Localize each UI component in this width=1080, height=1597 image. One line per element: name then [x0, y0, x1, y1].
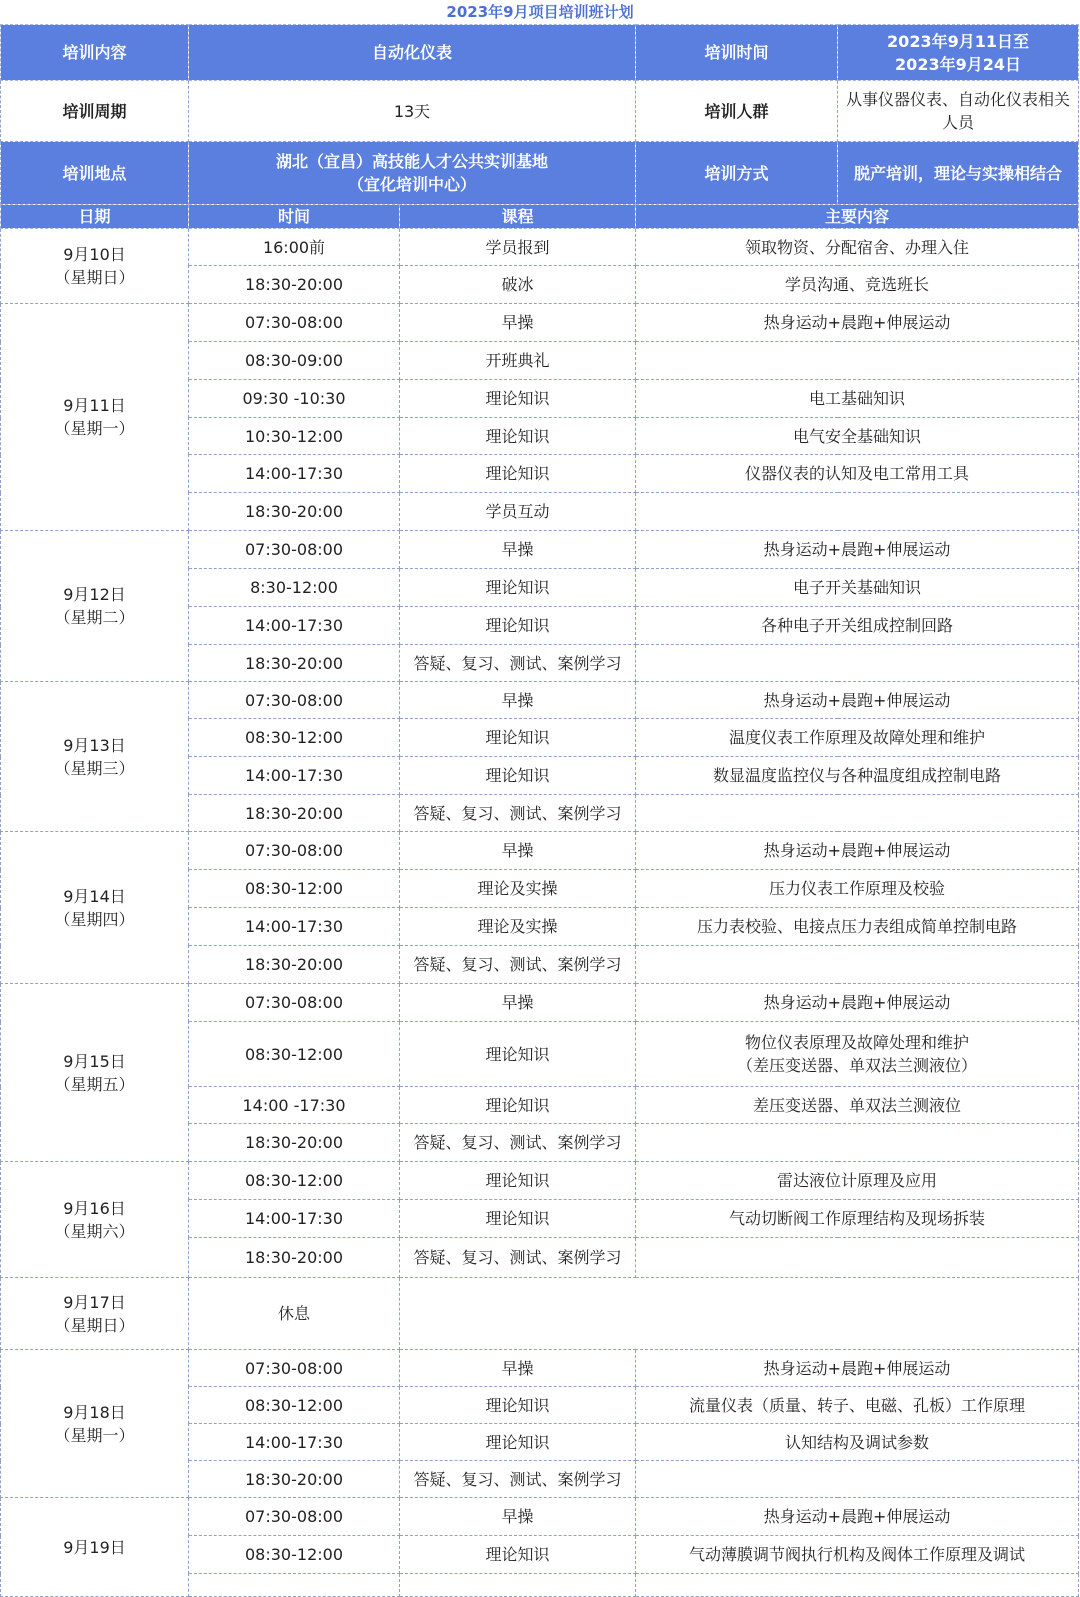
content-cell: 气动薄膜调节阀执行机构及阀体工作原理及调试: [636, 1536, 1079, 1574]
col-course-header: 课程: [400, 205, 636, 229]
course-cell: 答疑、复习、测试、案例学习: [400, 1461, 636, 1498]
col-content-header: 主要内容: [636, 205, 1079, 229]
course-cell: 理论知识: [400, 1087, 636, 1124]
date-cell: 9月11日 （星期一）: [1, 304, 189, 531]
table-row: [1, 1350, 1079, 1387]
time-cell: 18:30-20:00: [189, 946, 400, 984]
course-cell: 学员报到: [400, 229, 636, 266]
period-value: 13天: [189, 81, 636, 142]
time-cell: 07:30-08:00: [189, 1498, 400, 1536]
course-cell: 学员互动: [400, 493, 636, 531]
content-cell: 热身运动+晨跑+伸展运动: [636, 531, 1079, 569]
course-cell: 理论知识: [400, 455, 636, 493]
time-cell: 10:30-12:00: [189, 418, 400, 455]
time-cell: 14:00-17:30: [189, 1424, 400, 1461]
content-cell: 电工基础知识: [636, 380, 1079, 418]
method-value: 脱产培训，理论与实操相结合: [838, 142, 1079, 205]
time-cell: 18:30-20:00: [189, 645, 400, 682]
time-cell: 14:00-17:30: [189, 455, 400, 493]
course-cell: 答疑、复习、测试、案例学习: [400, 946, 636, 984]
date-cell: 9月19日: [1, 1498, 189, 1597]
time-cell: 07:30-08:00: [189, 682, 400, 719]
content-cell: 流量仪表（质量、转子、电磁、孔板）工作原理: [636, 1387, 1079, 1424]
course-cell: 理论及实操: [400, 870, 636, 908]
table-row: [1, 682, 1079, 719]
time-cell: 18:30-20:00: [189, 1461, 400, 1498]
content-cell: 热身运动+晨跑+伸展运动: [636, 682, 1079, 719]
time-cell-tail: [189, 1574, 400, 1597]
time-cell: 休息: [189, 1278, 400, 1350]
content-cell: 温度仪表工作原理及故障处理和维护: [636, 719, 1079, 757]
rest-cell: [400, 1278, 1079, 1350]
course-cell: 理论及实操: [400, 908, 636, 946]
date-cell: 9月12日 （星期二）: [1, 531, 189, 682]
content-cell: [636, 1461, 1079, 1498]
content-cell: 物位仪表原理及故障处理和维护 （差压变送器、单双法兰测液位）: [636, 1022, 1079, 1087]
content-cell: 电气安全基础知识: [636, 418, 1079, 455]
content-cell: 气动切断阀工作原理结构及现场拆装: [636, 1200, 1079, 1238]
time-cell: 14:00-17:30: [189, 757, 400, 795]
content-cell: 雷达液位计原理及应用: [636, 1162, 1079, 1200]
course-cell: 理论知识: [400, 1536, 636, 1574]
time-cell: 08:30-12:00: [189, 1162, 400, 1200]
col-date-header: 日期: [1, 205, 189, 229]
time-cell: 08:30-12:00: [189, 870, 400, 908]
content-cell: 压力表校验、电接点压力表组成简单控制电路: [636, 908, 1079, 946]
time-cell: 07:30-08:00: [189, 1350, 400, 1387]
course-cell: 理论知识: [400, 1424, 636, 1461]
time-cell: 09:30 -10:30: [189, 380, 400, 418]
content-cell: 热身运动+晨跑+伸展运动: [636, 984, 1079, 1022]
time-cell: 08:30-09:00: [189, 342, 400, 380]
content-cell: 认知结构及调试参数: [636, 1424, 1079, 1461]
course-cell: 早操: [400, 1498, 636, 1536]
time-cell: 07:30-08:00: [189, 531, 400, 569]
date-cell: 9月10日 （星期日）: [1, 229, 189, 304]
time-value: 2023年9月11日至 2023年9月24日: [838, 25, 1079, 81]
course-cell: 早操: [400, 531, 636, 569]
time-cell: 08:30-12:00: [189, 1536, 400, 1574]
content-cell: [636, 946, 1079, 984]
date-cell: 9月14日 （星期四）: [1, 832, 189, 984]
location-label: 培训地点: [1, 142, 189, 205]
content-cell: 热身运动+晨跑+伸展运动: [636, 304, 1079, 342]
content-cell: 仪器仪表的认知及电工常用工具: [636, 455, 1079, 493]
location-value: 湖北（宜昌）高技能人才公共实训基地 （宜化培训中心）: [189, 142, 636, 205]
method-label: 培训方式: [636, 142, 838, 205]
time-cell: 07:30-08:00: [189, 832, 400, 870]
content-cell-tail: [636, 1574, 1079, 1597]
content-label: 培训内容: [1, 25, 189, 81]
course-cell: 理论知识: [400, 1162, 636, 1200]
time-cell: 14:00-17:30: [189, 1200, 400, 1238]
period-label: 培训周期: [1, 81, 189, 142]
content-cell: [636, 1238, 1079, 1278]
content-cell: 热身运动+晨跑+伸展运动: [636, 1350, 1079, 1387]
content-cell: 数显温度监控仪与各种温度组成控制电路: [636, 757, 1079, 795]
time-cell: 18:30-20:00: [189, 1238, 400, 1278]
table-row: [1, 1162, 1079, 1200]
time-cell: 18:30-20:00: [189, 493, 400, 531]
time-cell: 07:30-08:00: [189, 304, 400, 342]
time-cell: 18:30-20:00: [189, 1124, 400, 1162]
content-cell: [636, 795, 1079, 832]
table-row: [1, 1498, 1079, 1536]
content-cell: 学员沟通、竞选班长: [636, 266, 1079, 304]
content-cell: 电子开关基础知识: [636, 569, 1079, 607]
course-cell: 开班典礼: [400, 342, 636, 380]
content-cell: 热身运动+晨跑+伸展运动: [636, 832, 1079, 870]
course-cell: 理论知识: [400, 1387, 636, 1424]
table-row: [1, 832, 1079, 870]
time-cell: 08:30-12:00: [189, 1022, 400, 1087]
time-cell: 14:00-17:30: [189, 607, 400, 645]
course-cell: 答疑、复习、测试、案例学习: [400, 645, 636, 682]
course-cell: 早操: [400, 304, 636, 342]
course-cell: 早操: [400, 682, 636, 719]
date-cell: 9月18日 （星期一）: [1, 1350, 189, 1498]
time-cell: 18:30-20:00: [189, 795, 400, 832]
course-cell: 理论知识: [400, 1022, 636, 1087]
course-cell: 理论知识: [400, 757, 636, 795]
schedule-table: [0, 24, 1079, 1597]
content-value: 自动化仪表: [189, 25, 636, 81]
course-cell: 早操: [400, 1350, 636, 1387]
time-label: 培训时间: [636, 25, 838, 81]
course-cell: 答疑、复习、测试、案例学习: [400, 1238, 636, 1278]
table-row: [1, 229, 1079, 266]
content-cell: [636, 342, 1079, 380]
audience-label: 培训人群: [636, 81, 838, 142]
time-cell: 08:30-12:00: [189, 1387, 400, 1424]
table-row: [1, 304, 1079, 342]
course-cell: 理论知识: [400, 607, 636, 645]
time-cell: 18:30-20:00: [189, 266, 400, 304]
course-cell: 理论知识: [400, 380, 636, 418]
content-cell: [636, 493, 1079, 531]
table-row: [1, 1278, 1079, 1350]
time-cell: 16:00前: [189, 229, 400, 266]
course-cell-tail: [400, 1574, 636, 1597]
time-cell: 14:00-17:30: [189, 908, 400, 946]
time-cell: 14:00 -17:30: [189, 1087, 400, 1124]
time-cell: 8:30-12:00: [189, 569, 400, 607]
course-cell: 答疑、复习、测试、案例学习: [400, 1124, 636, 1162]
content-cell: [636, 1124, 1079, 1162]
course-cell: 答疑、复习、测试、案例学习: [400, 795, 636, 832]
content-cell: 领取物资、分配宿舍、办理入住: [636, 229, 1079, 266]
table-row: [1, 984, 1079, 1022]
course-cell: 破冰: [400, 266, 636, 304]
time-cell: 07:30-08:00: [189, 984, 400, 1022]
table-row: [1, 531, 1079, 569]
course-cell: 理论知识: [400, 418, 636, 455]
course-cell: 早操: [400, 832, 636, 870]
content-cell: 各种电子开关组成控制回路: [636, 607, 1079, 645]
col-time-header: 时间: [189, 205, 400, 229]
date-cell: 9月16日 （星期六）: [1, 1162, 189, 1278]
course-cell: 早操: [400, 984, 636, 1022]
date-cell: 9月15日 （星期五）: [1, 984, 189, 1162]
audience-value: 从事仪器仪表、自动化仪表相关人员: [838, 81, 1079, 142]
content-cell: 压力仪表工作原理及校验: [636, 870, 1079, 908]
time-cell: 08:30-12:00: [189, 719, 400, 757]
course-cell: 理论知识: [400, 569, 636, 607]
course-cell: 理论知识: [400, 1200, 636, 1238]
date-cell: 9月13日 （星期三）: [1, 682, 189, 832]
content-cell: 热身运动+晨跑+伸展运动: [636, 1498, 1079, 1536]
date-cell: 9月17日 （星期日）: [1, 1278, 189, 1350]
sheet-title: 2023年9月项目培训班计划: [446, 3, 634, 21]
content-cell: [636, 645, 1079, 682]
content-cell: 差压变送器、单双法兰测液位: [636, 1087, 1079, 1124]
course-cell: 理论知识: [400, 719, 636, 757]
